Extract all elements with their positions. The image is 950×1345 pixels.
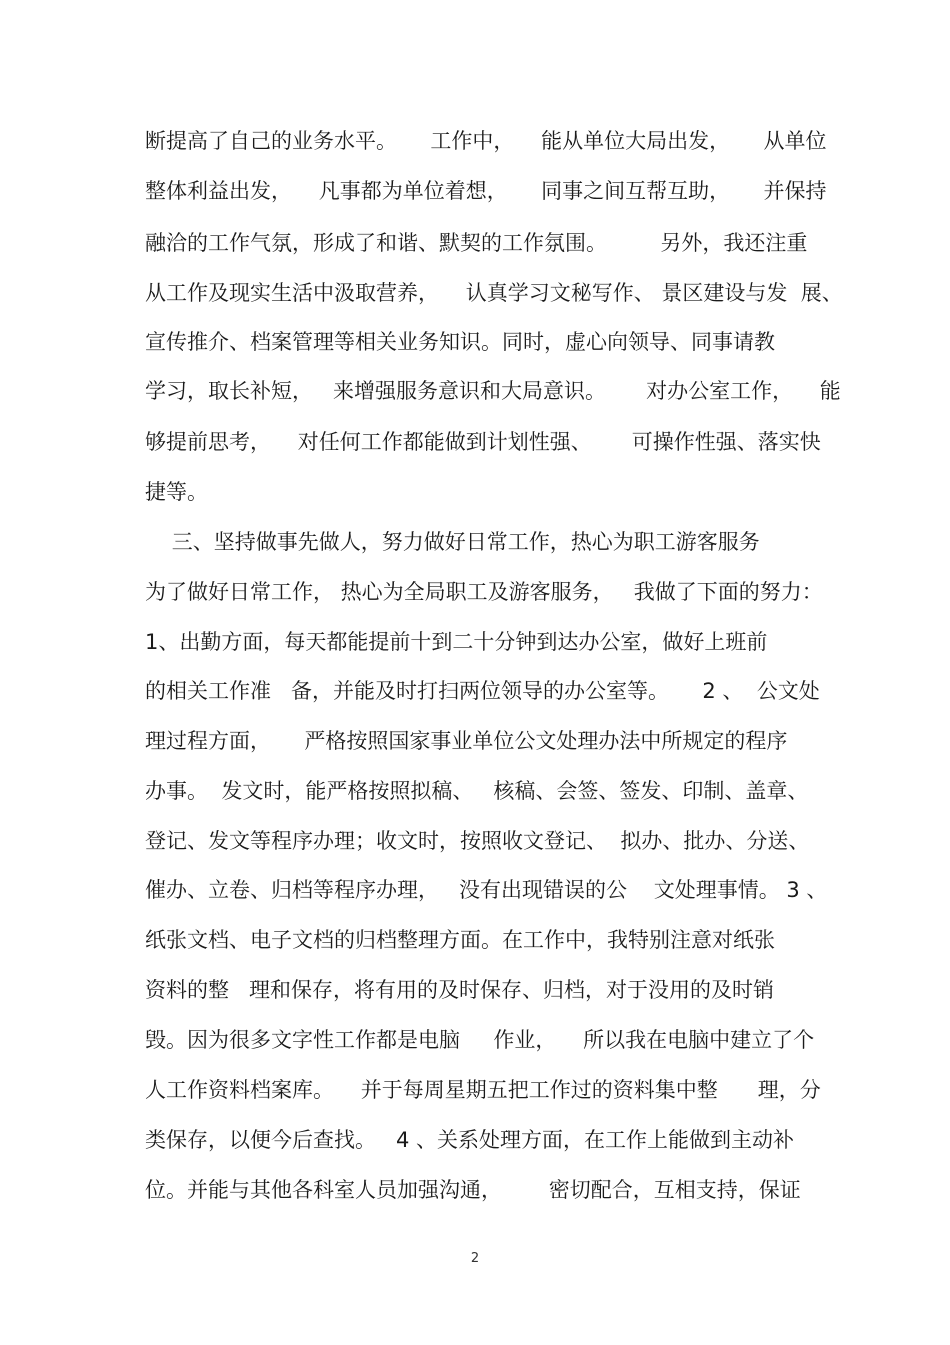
text-line: 办事。 发文时，能严格按照拟稿、 核稿、会签、签发、印制、盖章、 [145,779,809,803]
text-line: 资料的整 理和保存，将有用的及时保存、归档，对于没用的及时销 [145,978,775,1002]
text-line: 够提前思考， 对任何工作都能做到计划性强、 可操作性强、落实快 [145,430,821,454]
text-line: 断提高了自己的业务水平。 工作中， 能从单位大局出发， 从单位 [145,129,827,153]
text-line: 理过程方面， 严格按照国家事业单位公文处理办法中所规定的程序 [145,729,788,753]
text-line: 登记、发文等程序办理；收文时，按照收文登记、 拟办、批办、分送、 [145,829,810,853]
text-line: 整体利益出发， 凡事都为单位着想， 同事之间互帮互助， 并保持 [145,179,827,203]
text-line: 纸张文档、电子文档的归档整理方面。在工作中，我特别注意对纸张 [145,928,775,952]
text-line: 的相关工作准 备，并能及时打扫两位领导的办公室等。 2 、 公文处 [145,679,820,703]
text-line: 人工作资料档案库。 并于每周星期五把工作过的资料集中整 理，分 [145,1078,821,1102]
text-line: 催办、立卷、归档等程序办理， 没有出现错误的公 文处理事情。 3 、 [145,878,828,902]
text-line: 融洽的工作气氛，形成了和谐、默契的工作氛围。 另外，我还注重 [145,231,808,255]
text-line: 毁。因为很多文字性工作都是电脑 作业， 所以我在电脑中建立了个 [145,1028,815,1052]
text-line: 宣传推介、档案管理等相关业务知识。同时，虚心向领导、同事请教 [145,330,775,354]
text-line: 1、出勤方面，每天都能提前十到二十分钟到达办公室，做好上班前 [145,630,768,654]
text-line: 捷等。 [145,480,208,504]
text-line: 位。并能与其他各科室人员加强沟通， 密切配合，互相支持，保证 [145,1178,801,1202]
page-number: 2 [470,1251,480,1266]
text-line: 类保存，以便今后查找。 4 、关系处理方面，在工作上能做到主动补 [145,1128,795,1152]
text-line: 从工作及现实生活中汲取营养， 认真学习文秘写作、 景区建设与发 展、 [145,281,843,305]
section-heading: 三、坚持做事先做人，努力做好日常工作，热心为职工游客服务 [145,530,760,554]
text-line: 为了做好日常工作， 热心为全局职工及游客服务， 我做了下面的努力： [145,580,823,604]
text-line: 学习，取长补短， 来增强服务意识和大局意识。 对办公室工作， 能 [145,379,841,403]
